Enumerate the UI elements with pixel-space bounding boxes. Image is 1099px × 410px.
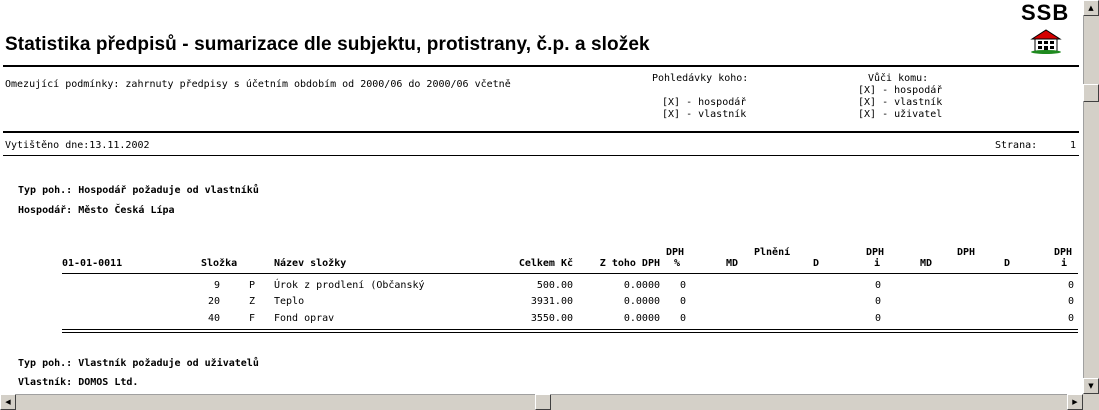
printed-date-row — [5, 140, 150, 151]
group-code: 01-01-0011 — [62, 258, 123, 269]
row-pct: 0 — [680, 280, 687, 291]
header-ztoho: Z toho DPH — [599, 258, 660, 269]
subject-label: Hospodář: — [18, 205, 73, 216]
header-dph2-bottom: i — [874, 258, 881, 269]
row-last: 0 — [1068, 280, 1075, 291]
page-number: 1 — [1069, 140, 1076, 151]
row-name: Úrok z prodlení (Občanský — [274, 280, 425, 291]
row-total: 3931.00 — [530, 296, 573, 307]
row-vat: 0.0000 — [623, 296, 660, 307]
claims-whom-item: [X] - vlastník — [662, 109, 747, 120]
claims-whom-label: Pohledávky koho: — [652, 73, 749, 84]
row-dph-i: 0 — [875, 313, 882, 324]
arrow-left-icon: ◀ — [5, 398, 11, 406]
vertical-scroll-thumb[interactable] — [1083, 84, 1099, 102]
scroll-down-button[interactable] — [1083, 378, 1099, 394]
header-dph1-bottom: % — [674, 258, 681, 269]
against-whom-item: [X] - hospodář — [858, 85, 943, 96]
page-label: Strana: — [995, 140, 1038, 151]
arrow-up-icon: ▲ — [1088, 4, 1094, 12]
table-header-divider — [62, 273, 1078, 274]
header-d1: D — [813, 258, 820, 269]
horizontal-scrollbar[interactable] — [0, 394, 1083, 410]
conditions-text: Omezující podmínky: zahrnuty předpisy s účetním obdobím od 2000/06 do 2000/06 včetně — [5, 79, 511, 90]
table-total-divider — [62, 329, 1078, 330]
horizontal-scroll-thumb[interactable] — [535, 394, 551, 410]
subject-value: Město Česká Lípa — [78, 205, 175, 216]
arrow-down-icon: ▼ — [1088, 382, 1094, 390]
row-last: 0 — [1068, 313, 1075, 324]
header-dph3-top: DPH — [957, 247, 976, 258]
subject-label: Vlastník: — [18, 377, 73, 388]
divider — [3, 65, 1079, 67]
row-flag: P — [249, 280, 256, 291]
type-value: Hospodář požaduje od vlastníků — [78, 185, 259, 196]
claims-whom-item: [X] - hospodář — [662, 97, 747, 108]
subject-value: DOMOS Ltd. — [78, 377, 139, 388]
row-dph-i: 0 — [875, 280, 882, 291]
type-label: Typ poh.: — [18, 185, 73, 196]
row-dph-i: 0 — [875, 296, 882, 307]
table-row — [0, 313, 1083, 325]
row-last: 0 — [1068, 296, 1075, 307]
table-total-divider — [62, 332, 1078, 333]
arrow-right-icon: ▶ — [1072, 398, 1078, 406]
row-code: 20 — [207, 296, 220, 307]
section1-type — [18, 185, 259, 196]
row-pct: 0 — [680, 296, 687, 307]
house-logo-icon — [1030, 28, 1062, 58]
scroll-left-button[interactable] — [0, 394, 16, 410]
row-name: Fond oprav — [274, 313, 335, 324]
section2-type — [18, 358, 259, 369]
header-d2: D — [1004, 258, 1011, 269]
header-plneni: Plnění — [754, 247, 791, 258]
type-value: Vlastník požaduje od uživatelů — [78, 358, 259, 369]
row-flag: Z — [249, 296, 256, 307]
against-whom-item: [X] - vlastník — [858, 97, 943, 108]
section2-subject — [18, 377, 138, 388]
row-total: 3550.00 — [530, 313, 573, 324]
scroll-up-button[interactable] — [1083, 0, 1099, 16]
type-label: Typ poh.: — [18, 358, 73, 369]
against-whom-item: [X] - uživatel — [858, 109, 943, 120]
row-vat: 0.0000 — [623, 313, 660, 324]
row-code: 9 — [213, 280, 220, 291]
logo-text: SSB — [1021, 0, 1070, 25]
header-dph1-top: DPH — [666, 247, 685, 258]
scroll-right-button[interactable] — [1067, 394, 1083, 410]
printed-label: Vytištěno dne: — [5, 140, 90, 151]
row-code: 40 — [207, 313, 220, 324]
row-total: 500.00 — [536, 280, 573, 291]
report-title: Statistika předpisů - sumarizace dle subjektu, protistrany, č.p. a složek — [5, 34, 650, 55]
divider — [3, 155, 1079, 156]
header-nazev: Název složky — [274, 258, 347, 269]
header-dph4-bottom: i — [1061, 258, 1068, 269]
scrollbar-corner — [1083, 394, 1099, 410]
divider — [3, 131, 1079, 133]
section1-subject — [18, 205, 175, 216]
vertical-scrollbar[interactable] — [1083, 0, 1099, 394]
header-slozka: Složka — [201, 258, 238, 269]
against-whom-label: Vůči komu: — [868, 73, 929, 84]
header-dph4-top: DPH — [1054, 247, 1073, 258]
table-row — [0, 280, 1083, 292]
header-celkem: Celkem Kč — [518, 258, 573, 269]
row-name: Teplo — [274, 296, 305, 307]
row-pct: 0 — [680, 313, 687, 324]
table-row — [0, 296, 1083, 308]
row-vat: 0.0000 — [623, 280, 660, 291]
header-md2: MD — [920, 258, 933, 269]
header-dph2-top: DPH — [866, 247, 885, 258]
header-md1: MD — [726, 258, 739, 269]
row-flag: F — [249, 313, 256, 324]
printed-date: 13.11.2002 — [89, 140, 150, 151]
